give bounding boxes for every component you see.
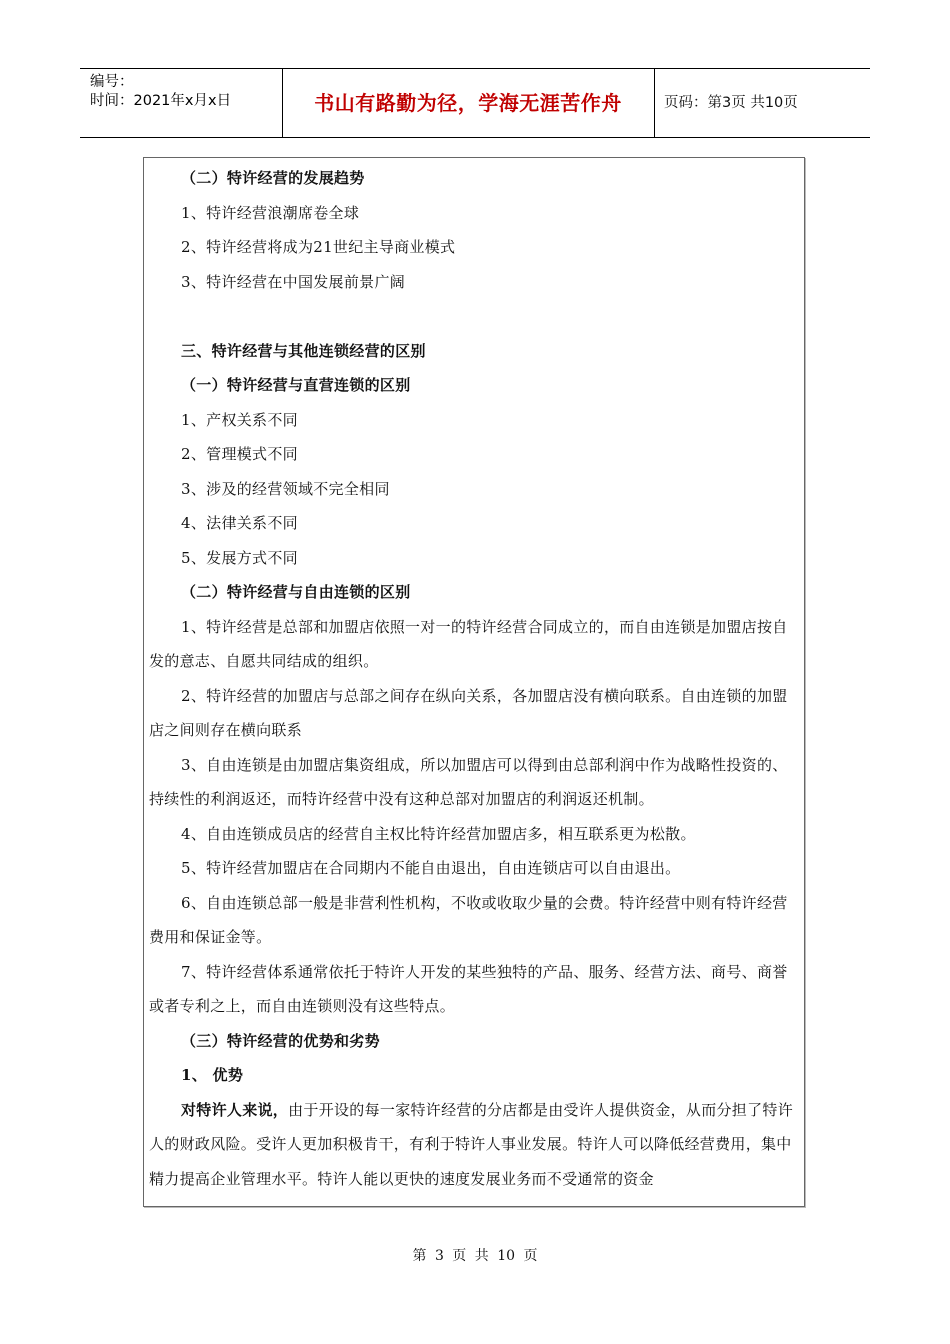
heading-pros: 1、 优势 bbox=[181, 1066, 244, 1084]
header-page-cell bbox=[654, 69, 870, 137]
heading-development-trend: （二）特许经营的发展趋势 bbox=[181, 169, 365, 187]
direct-item-1: 1、产权关系不同 bbox=[181, 410, 298, 429]
document-number-label: 编号： bbox=[90, 74, 134, 90]
heading-section-3: 三、特许经营与其他连锁经营的区别 bbox=[181, 341, 426, 360]
trend-item-2: 2、特许经营将成为21世纪主导商业模式 bbox=[181, 238, 456, 256]
direct-item-2: 2、管理模式不同 bbox=[181, 445, 298, 463]
direct-item-4: 4、法律关系不同 bbox=[181, 514, 298, 532]
page-header bbox=[80, 68, 870, 138]
pros-paragraph bbox=[149, 1093, 796, 1197]
content-box bbox=[143, 157, 805, 1207]
spacer bbox=[149, 299, 796, 334]
heading-free-chain: （二）特许经营与自由连锁的区别 bbox=[181, 583, 411, 601]
header-motto: 书山有路勤为径，学海无涯苦作舟 bbox=[314, 91, 622, 115]
direct-item-5: 5、发展方式不同 bbox=[181, 548, 298, 567]
heading-direct-chain: （一）特许经营与直营连锁的区别 bbox=[181, 376, 411, 394]
heading-pros-cons: （三）特许经营的优势和劣势 bbox=[181, 1031, 380, 1050]
pros-text: 由于开设的每一家特许经营的分店都是由受许人提供资金，从而分担了特许人的财政风险。受许人更加积极肯干，有利于特许人事业发展。特许人可以降低经营费用，集中精力提高企业管理水平。特许人能以更快的速度发展业务而不受通常的资金 bbox=[149, 1100, 794, 1188]
header-page-info: 页码：第3页 共10页 bbox=[664, 95, 798, 111]
pros-lead: 对特许人来说， bbox=[181, 1100, 289, 1119]
free-item-2: 2、特许经营的加盟店与总部之间存在纵向关系，各加盟店没有横向联系。自由连锁的加盟店之间则存在横向联系 bbox=[149, 686, 788, 739]
free-item-7: 7、特许经营体系通常依托于特许人开发的某些独特的产品、服务、经营方法、商号、商誉或者专利之上，而自由连锁则没有这些特点。 bbox=[149, 962, 788, 1015]
header-meta-cell bbox=[80, 69, 283, 137]
free-item-5: 5、特许经营加盟店在合同期内不能自由退出，自由连锁店可以自由退出。 bbox=[181, 859, 681, 877]
page-footer: 第 3 页 共 10 页 bbox=[412, 1248, 538, 1264]
document-date: 时间：2021年x月x日 bbox=[90, 93, 232, 109]
free-item-6: 6、自由连锁总部一般是非营利性机构，不收或收取少量的会费。特许经营中则有特许经营费用和保证金等。 bbox=[149, 893, 788, 946]
direct-item-3: 3、涉及的经营领域不完全相同 bbox=[181, 479, 390, 498]
trend-item-1: 1、特许经营浪潮席卷全球 bbox=[181, 203, 360, 222]
trend-item-3: 3、特许经营在中国发展前景广阔 bbox=[181, 272, 406, 291]
free-item-1: 1、特许经营是总部和加盟店依照一对一的特许经营合同成立的，而自由连锁是加盟店按自发的意志、自愿共同结成的组织。 bbox=[149, 617, 788, 670]
document-body bbox=[144, 158, 804, 1196]
free-item-3: 3、自由连锁是由加盟店集资组成，所以加盟店可以得到由总部利润中作为战略性投资的、持续性的利润返还，而特许经营中没有这种总部对加盟店的利润返还机制。 bbox=[149, 755, 788, 808]
free-item-4: 4、自由连锁成员店的经营自主权比特许经营加盟店多，相互联系更为松散。 bbox=[181, 824, 696, 843]
header-motto-cell bbox=[282, 69, 655, 137]
